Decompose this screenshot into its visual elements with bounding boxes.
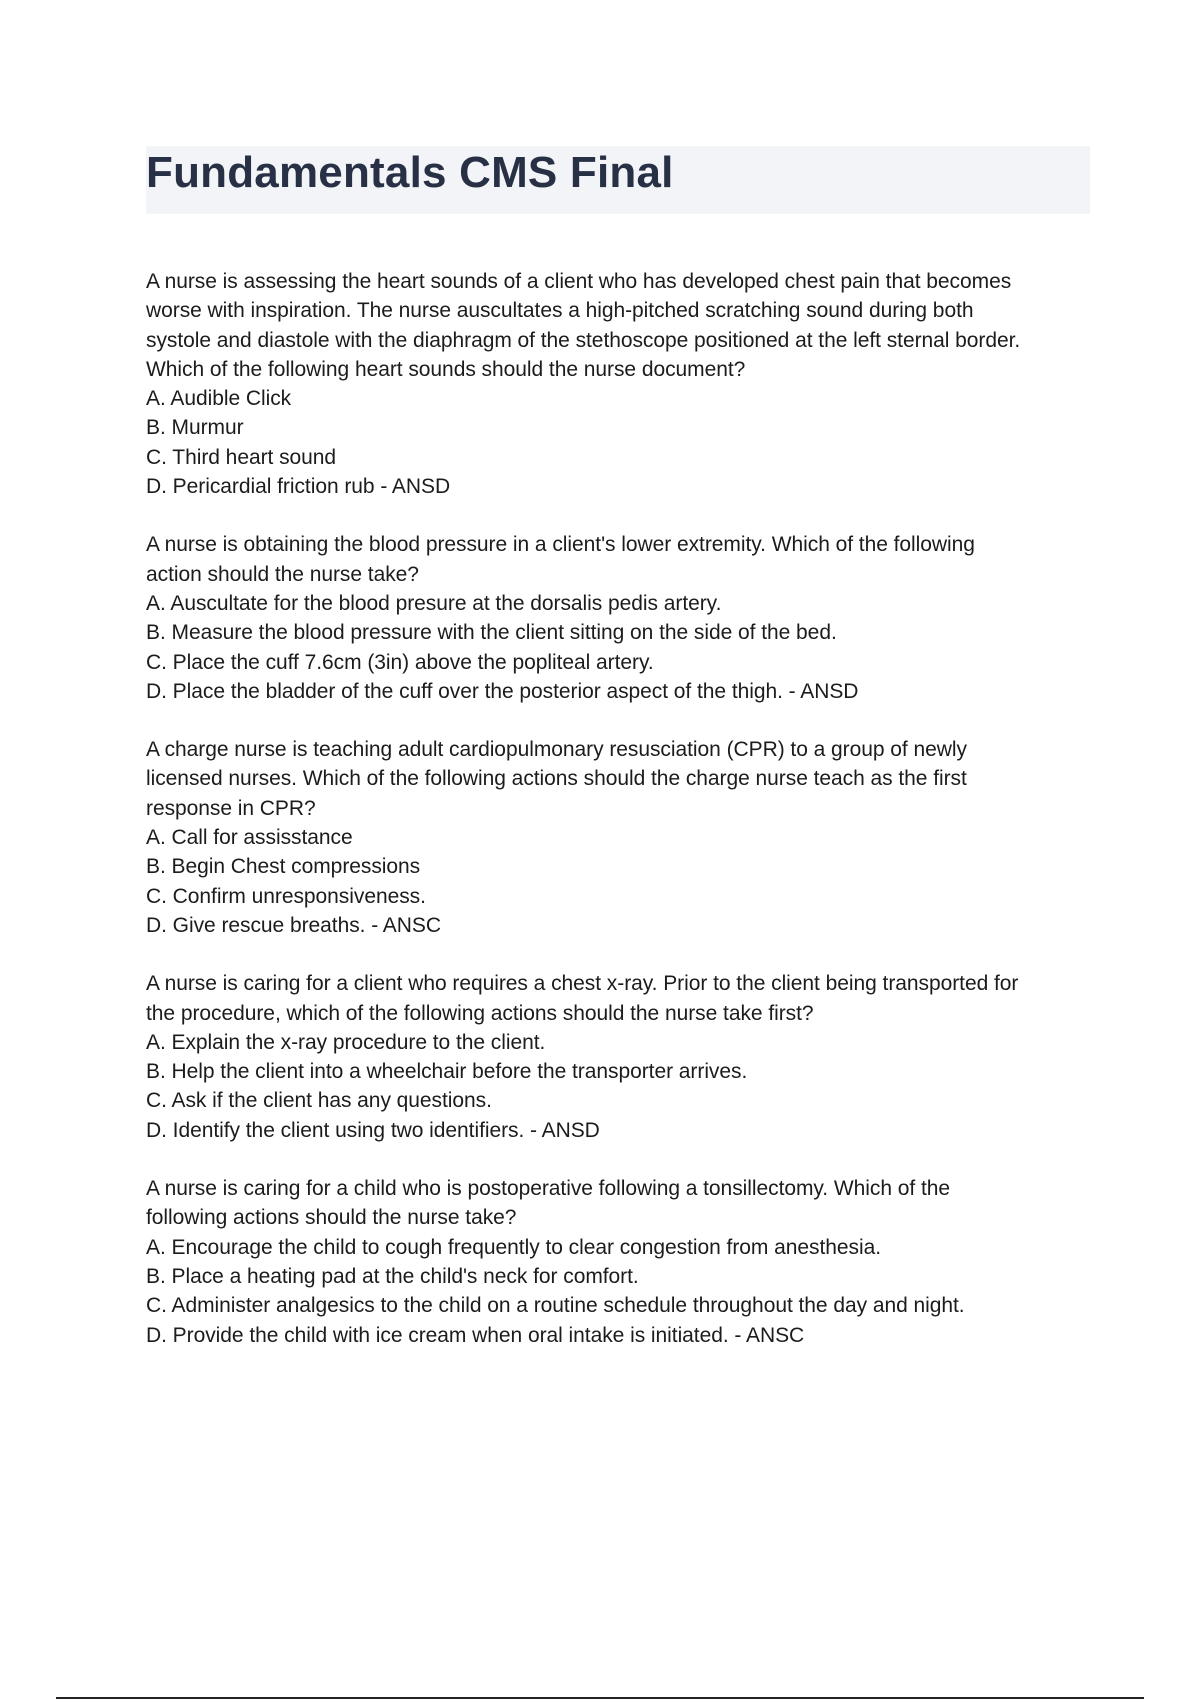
document-title: Fundamentals CMS Final [146, 148, 674, 197]
question-1-option-a: A. Audible Click [146, 387, 292, 411]
question-4-text-line: the procedure, which of the following actions should the nurse take first? [146, 1001, 814, 1025]
question-2-option-a: A. Auscultate for the blood presure at the dorsalis pedis artery. [146, 591, 722, 615]
question-1-text-line: Which of the following heart sounds should the nurse document? [146, 357, 746, 381]
question-1-option-d: D. Pericardial friction rub - ANSD [146, 475, 451, 499]
question-1-option-c: C. Third heart sound [146, 445, 337, 469]
question-3 [146, 735, 1096, 940]
question-5-option-c: C. Administer analgesics to the child on a routine schedule throughout the day and night. [146, 1294, 965, 1318]
question-1 [146, 267, 1096, 501]
question-5-text-line: following actions should the nurse take? [146, 1206, 517, 1230]
question-2 [146, 530, 1096, 706]
question-2-option-b: B. Measure the blood pressure with the client sitting on the side of the bed. [146, 621, 837, 645]
question-4-option-c: C. Ask if the client has any questions. [146, 1089, 492, 1113]
question-3-option-a: A. Call for assisstance [146, 826, 353, 850]
question-1-text-line: systole and diastole with the diaphragm of the stethoscope positioned at the left sternal border. [146, 328, 1021, 352]
question-2-option-d: D. Place the bladder of the cuff over the posterior aspect of the thigh. - ANSD [146, 679, 859, 703]
question-3-option-d: D. Give rescue breaths. - ANSC [146, 913, 441, 937]
question-list [146, 267, 1096, 1379]
question-1-text-line: worse with inspiration. The nurse auscultates a high-pitched scratching sound during both [146, 299, 974, 323]
question-4-option-a: A. Explain the x-ray procedure to the client. [146, 1030, 546, 1054]
question-4 [146, 969, 1096, 1145]
footer-divider [56, 1697, 1144, 1699]
question-3-text-line: licensed nurses. Which of the following actions should the charge nurse teach as the first [146, 767, 967, 791]
question-5 [146, 1174, 1096, 1350]
question-3-text-line: A charge nurse is teaching adult cardiopulmonary resusciation (CPR) to a group of newly [146, 738, 967, 762]
question-4-option-b: B. Help the client into a wheelchair before the transporter arrives. [146, 1060, 748, 1084]
question-1-option-b: B. Murmur [146, 416, 244, 440]
question-3-text-line: response in CPR? [146, 796, 316, 820]
question-2-text-line: A nurse is obtaining the blood pressure in a client's lower extremity. Which of the following [146, 533, 975, 557]
question-3-option-b: B. Begin Chest compressions [146, 855, 421, 879]
question-2-text-line: action should the nurse take? [146, 562, 419, 586]
question-5-option-a: A. Encourage the child to cough frequently to clear congestion from anesthesia. [146, 1235, 881, 1259]
question-4-text-line: A nurse is caring for a client who requires a chest x-ray. Prior to the client being transported for [146, 972, 1019, 996]
question-4-option-d: D. Identify the client using two identifiers. - ANSD [146, 1118, 600, 1142]
question-5-text-line: A nurse is caring for a child who is postoperative following a tonsillectomy. Which of the [146, 1177, 951, 1201]
question-2-option-c: C. Place the cuff 7.6cm (3in) above the popliteal artery. [146, 650, 654, 674]
question-1-text-line: A nurse is assessing the heart sounds of a client who has developed chest pain that becomes [146, 270, 1012, 293]
question-5-option-b: B. Place a heating pad at the child's neck for comfort. [146, 1264, 639, 1288]
question-3-option-c: C. Confirm unresponsiveness. [146, 884, 426, 908]
question-5-option-d: D. Provide the child with ice cream when oral intake is initiated. - ANSC [146, 1323, 805, 1347]
